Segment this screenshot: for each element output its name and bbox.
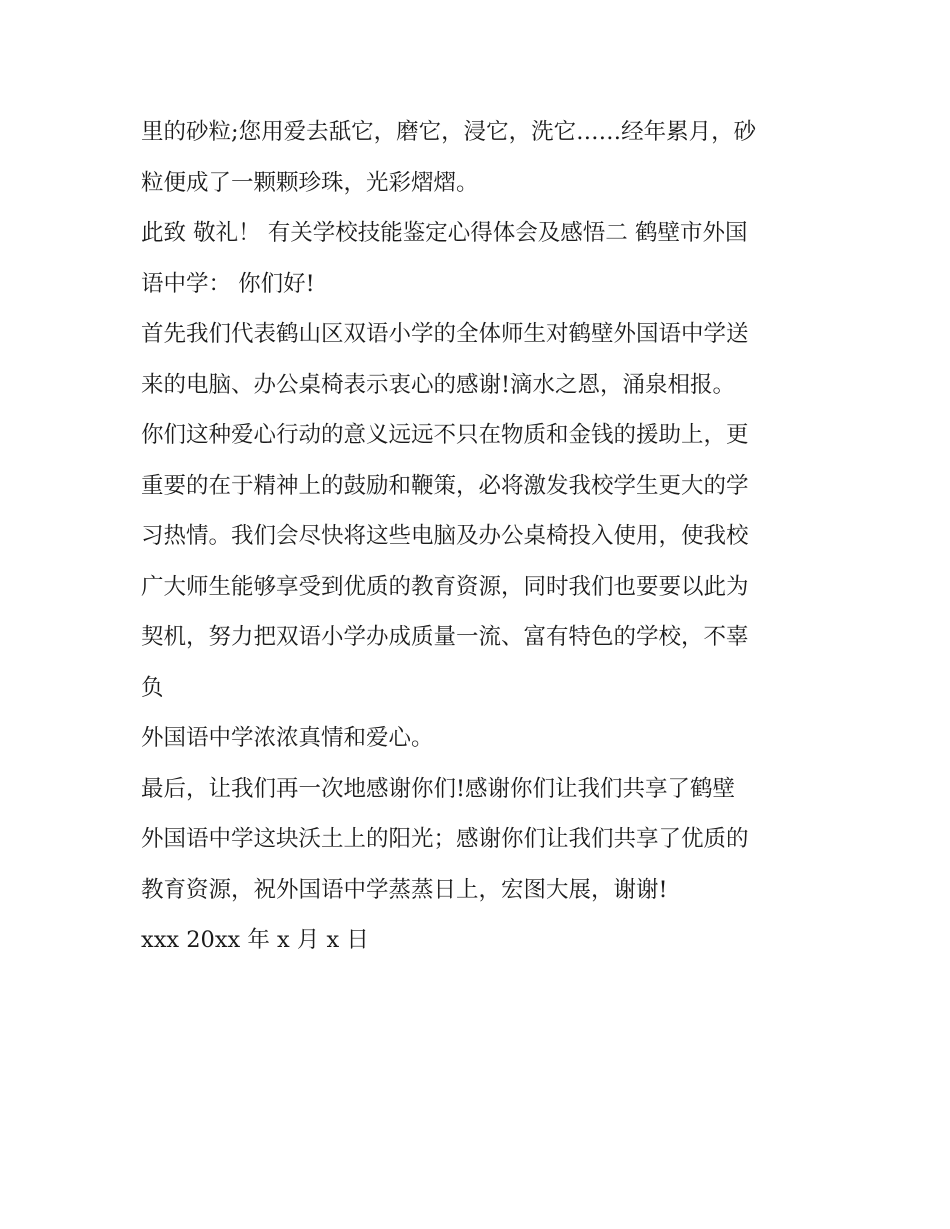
text-line: 里的砂粒;您用爱去舐它，磨它，浸它，洗它……经年累月，砂: [141, 119, 757, 145]
text-line: 外国语中学浓浓真情和爱心。: [141, 725, 434, 751]
text-line: 负: [141, 674, 164, 701]
text-line: 外国语中学这块沃土上的阳光；感谢你们让我们共享了优质的: [141, 826, 749, 852]
text-line: 教育资源，祝外国语中学蒸蒸日上，宏图大展，谢谢!: [141, 876, 668, 903]
signature-date-line: xxx 20xx 年 x 月 x 日: [141, 927, 369, 953]
text-line: 广大师生能够享受到优质的教育资源，同时我们也要要以此为: [141, 573, 749, 600]
text-line: 首先我们代表鹤山区双语小学的全体师生对鹤壁外国语中学送: [141, 321, 749, 347]
text-line: 重要的在于精神上的鼓励和鞭策，必将激发我校学生更大的学: [141, 472, 749, 499]
text-line: 契机，努力把双语小学办成质量一流、富有特色的学校，不辜: [141, 624, 749, 650]
text-line: 此致 敬礼！ 有关学校技能鉴定心得体会及感悟二 鹤壁市外国: [141, 220, 748, 246]
text-line: 语中学： 你们好!: [141, 270, 315, 297]
text-line: 习热情。我们会尽快将这些电脑及办公桌椅投入使用，使我校: [141, 523, 749, 549]
text-line: 你们这种爱心行动的意义远远不只在物质和金钱的援助上，更: [141, 422, 749, 448]
text-line: 最后，让我们再一次地感谢你们!感谢你们让我们共享了鹤壁: [141, 775, 736, 802]
letter-body: [141, 107, 821, 966]
text-line: 粒便成了一颗颗珍珠，光彩熠熠。: [141, 169, 479, 196]
text-line: 来的电脑、办公桌椅表示衷心的感谢!滴水之恩，涌泉相报。: [141, 371, 736, 398]
